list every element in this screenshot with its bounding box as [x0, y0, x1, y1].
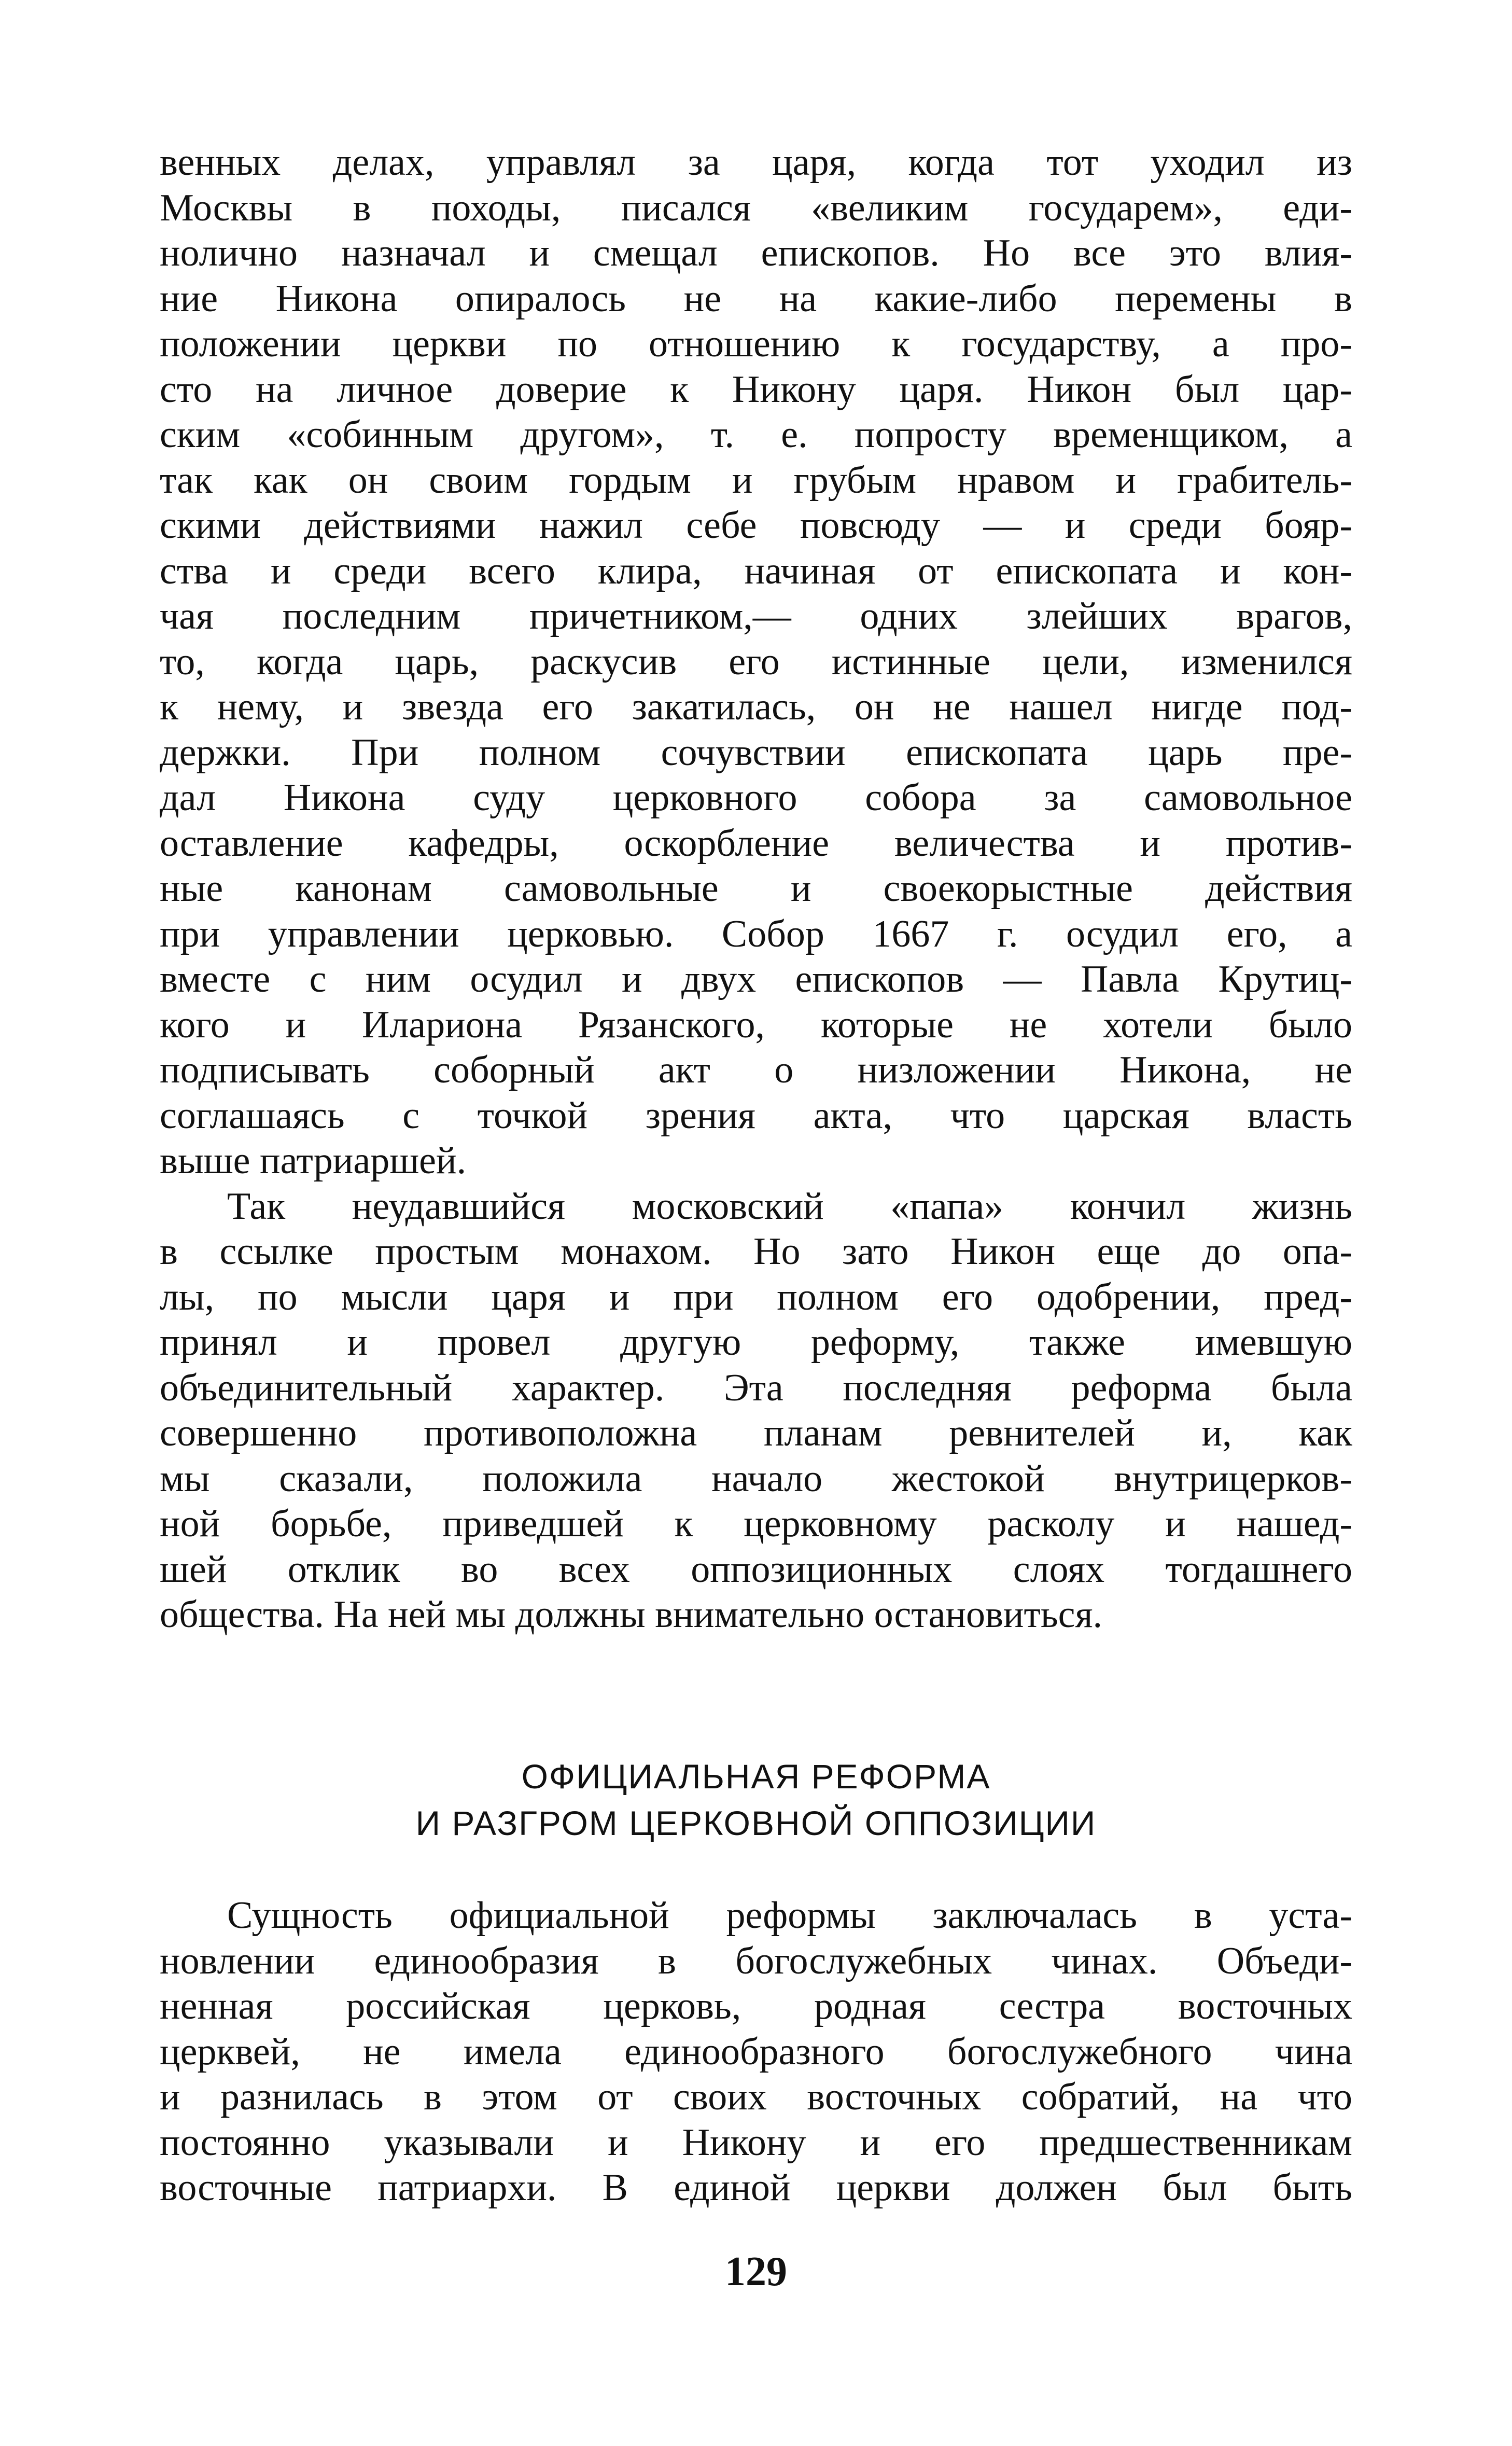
text-line: дал Никона суду церковного собора за самовольное	[160, 776, 1352, 819]
body-text-bottom	[160, 1893, 1352, 2211]
text-line: ским «собинным другом», т. е. попросту временщиком, а	[160, 413, 1352, 456]
text-line: Сущность официальной реформы заключалась в уста-	[227, 1894, 1352, 1937]
text-line: церквей, не имела единообразного богослужебного чина	[160, 2030, 1352, 2073]
text-line: чая последним причетником,— одних злейших врагов,	[160, 595, 1352, 637]
text-line: выше патриаршей.	[160, 1139, 467, 1182]
paragraph-1	[160, 140, 1352, 1184]
text-line: шей отклик во всех оппозиционных слоях тогдашнего	[160, 1548, 1352, 1591]
text-line: положении церкви по отношению к государству, а про-	[160, 323, 1352, 365]
text-line: венных делах, управлял за царя, когда тот уходил из	[160, 141, 1352, 184]
text-line: при управлении церковью. Собор 1667 г. осудил его, а	[160, 912, 1352, 955]
text-line: и разнилась в этом от своих восточных собратий, на что	[160, 2076, 1352, 2118]
text-line: ние Никона опиралось не на какие-либо перемены в	[160, 277, 1352, 320]
text-line: мы сказали, положила начало жестокой внутрицерков-	[160, 1457, 1352, 1500]
text-line: кого и Илариона Рязанского, которые не хотели было	[160, 1003, 1352, 1046]
text-line: объединительный характер. Эта последняя реформа была	[160, 1366, 1352, 1409]
section-heading-line-1: ОФИЦИАЛЬНАЯ РЕФОРМА	[521, 1757, 991, 1796]
text-line: соглашаясь с точкой зрения акта, что царская власть	[160, 1094, 1352, 1137]
text-line: ной борьбе, приведшей к церковному расколу и нашед-	[160, 1503, 1352, 1545]
text-line: так как он своим гордым и грубым нравом и грабитель-	[160, 458, 1352, 502]
text-line: лы, по мысли царя и при полном его одобрении, пред-	[160, 1275, 1352, 1318]
text-line: ные канонам самовольные и своекорыстные действия	[160, 867, 1352, 910]
text-line: то, когда царь, раскусив его истинные цели, изменился	[160, 640, 1352, 683]
section-heading-line-2: И РАЗГРОМ ЦЕРКОВНОЙ ОППОЗИЦИИ	[415, 1804, 1097, 1842]
text-line: сто на личное доверие к Никону царя. Никон был цар-	[160, 368, 1352, 411]
text-line: восточные патриархи. В единой церкви должен был быть	[160, 2166, 1352, 2209]
paragraph-2	[160, 1184, 1352, 1638]
text-line: вместе с ним осудил и двух епископов — Павла Крутиц-	[160, 958, 1352, 1000]
text-line: совершенно противоположна планам ревнителей и, как	[160, 1412, 1352, 1454]
text-line: держки. При полном сочувствии епископата царь пре-	[160, 731, 1352, 774]
text-line: скими действиями нажил себе повсюду — и среди бояр-	[160, 504, 1352, 547]
text-line: в ссылке простым монахом. Но зато Никон еще до опа-	[160, 1230, 1352, 1273]
text-line: ства и среди всего клира, начиная от епископата и кон-	[160, 549, 1352, 592]
text-line: Так неудавшийся московский «папа» кончил жизнь	[227, 1185, 1352, 1228]
text-line: общества. На ней мы должны внимательно остановиться.	[160, 1593, 1102, 1636]
text-line: постоянно указывали и Никону и его предшественникам	[160, 2121, 1352, 2164]
page-number: 129	[725, 2249, 787, 2295]
text-line: Москвы в походы, писался «великим государем», еди-	[160, 186, 1352, 229]
text-line: принял и провел другую реформу, также имевшую	[160, 1321, 1352, 1364]
text-line: ненная российская церковь, родная сестра восточных	[160, 1985, 1352, 2027]
text-line: оставление кафедры, оскорбление величества и против-	[160, 822, 1352, 865]
paragraph-3	[160, 1893, 1352, 2211]
text-line: новлении единообразия в богослужебных чинах. Объеди-	[160, 1939, 1352, 1982]
section-heading	[160, 1753, 1352, 1846]
text-line: подписывать соборный акт о низложении Никона, не	[160, 1049, 1352, 1091]
text-line: нолично назначал и смещал епископов. Но все это влия-	[160, 232, 1352, 274]
body-text-top	[160, 140, 1352, 1638]
text-line: к нему, и звезда его закатилась, он не нашел нигде под-	[160, 686, 1352, 728]
